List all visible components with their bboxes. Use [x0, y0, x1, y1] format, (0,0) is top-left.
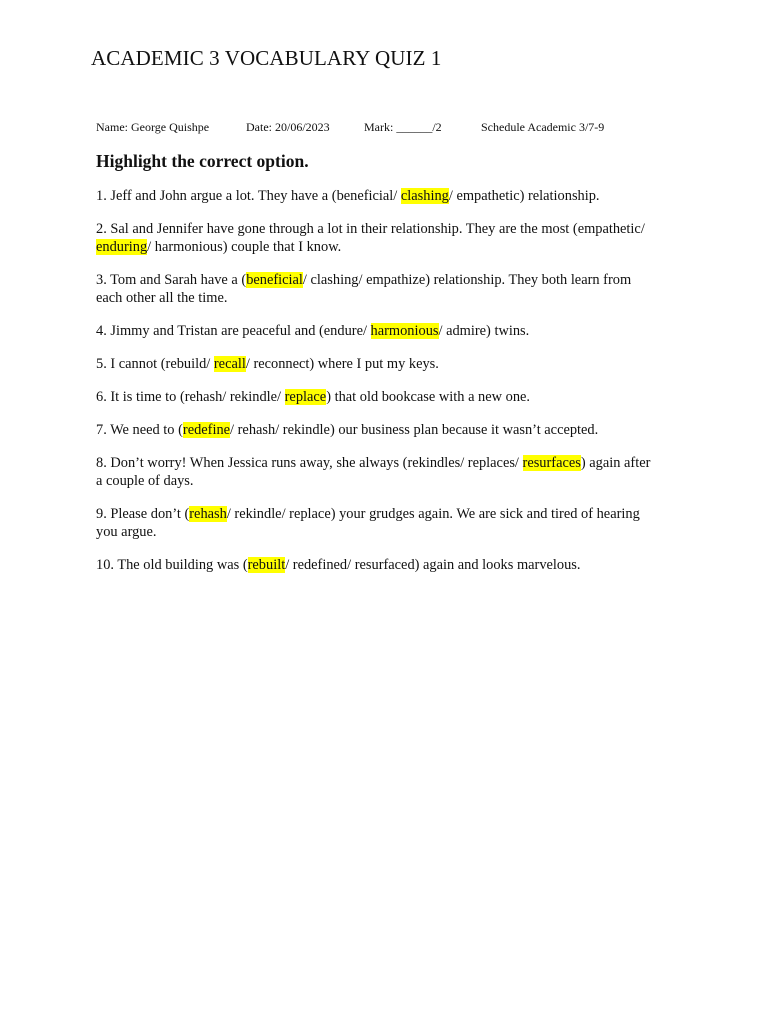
question-text-before: 5. I cannot (rebuild/ [96, 356, 214, 372]
question-item [96, 388, 656, 406]
question-text-before: 1. Jeff and John argue a lot. They have a (beneficial/ [96, 188, 401, 204]
question-text-after: / rehash/ rekindle) our business plan because it wasn’t accepted. [230, 422, 599, 438]
question-text-after: / clashing/ empathize) relationship. They both learn from each other all the time. [96, 272, 632, 306]
question-text-before: 7. We need to ( [96, 422, 183, 438]
question-list [96, 187, 656, 589]
class-schedule: Schedule Academic 3/7-9 [481, 120, 605, 134]
question-text-before: 9. Please don’t ( [96, 506, 190, 522]
highlighted-answer: redefine [182, 422, 231, 438]
question-item [96, 454, 656, 490]
question-text-after: / rekindle/ replace) your grudges again. We are sick and tired of hearing you argue. [96, 506, 640, 540]
question-item [96, 421, 656, 439]
question-item [96, 556, 656, 574]
quiz-mark: Mark: ______/2 [364, 120, 442, 134]
highlighted-answer: rehash [189, 506, 227, 522]
highlighted-answer: rebuilt [247, 557, 286, 573]
student-name: Name: George Quishpe [96, 120, 210, 134]
question-text-after: ) again after a couple of days. [96, 455, 651, 489]
question-text-after: / redefined/ resurfaced) again and looks marvelous. [285, 557, 581, 573]
question-text-after: / empathetic) relationship. [448, 188, 600, 204]
highlighted-answer: clashing [400, 188, 449, 204]
quiz-date: Date: 20/06/2023 [246, 120, 330, 134]
question-item [96, 322, 656, 340]
question-text-after: / admire) twins. [438, 323, 530, 339]
question-item [96, 355, 656, 373]
question-text-before: 4. Jimmy and Tristan are peaceful and (endure/ [96, 323, 371, 339]
highlighted-answer: beneficial [246, 272, 303, 288]
question-text-after: / reconnect) where I put my keys. [245, 356, 439, 372]
quiz-instructions: Highlight the correct option. [96, 151, 309, 171]
highlighted-answer: harmonious [370, 323, 439, 339]
highlighted-answer: enduring [96, 239, 148, 255]
question-item [96, 187, 656, 205]
question-text-before: 3. Tom and Sarah have a ( [96, 272, 247, 288]
question-text-before: 2. Sal and Jennifer have gone through a lot in their relationship. They are the most (empathetic/ [96, 221, 645, 237]
question-text-after: ) that old bookcase with a new one. [326, 389, 530, 405]
highlighted-answer: recall [213, 356, 246, 372]
document-title: ACADEMIC 3 VOCABULARY QUIZ 1 [91, 46, 442, 70]
question-text-before: 6. It is time to (rehash/ rekindle/ [96, 389, 285, 405]
question-item [96, 505, 656, 541]
highlighted-answer: replace [284, 389, 327, 405]
question-item [96, 271, 656, 307]
question-item [96, 220, 656, 256]
question-text-before: 10. The old building was ( [96, 557, 248, 573]
question-text-before: 8. Don’t worry! When Jessica runs away, she always (rekindles/ replaces/ [96, 455, 523, 471]
question-text-after: / harmonious) couple that I know. [147, 239, 342, 255]
highlighted-answer: resurfaces [522, 455, 581, 471]
